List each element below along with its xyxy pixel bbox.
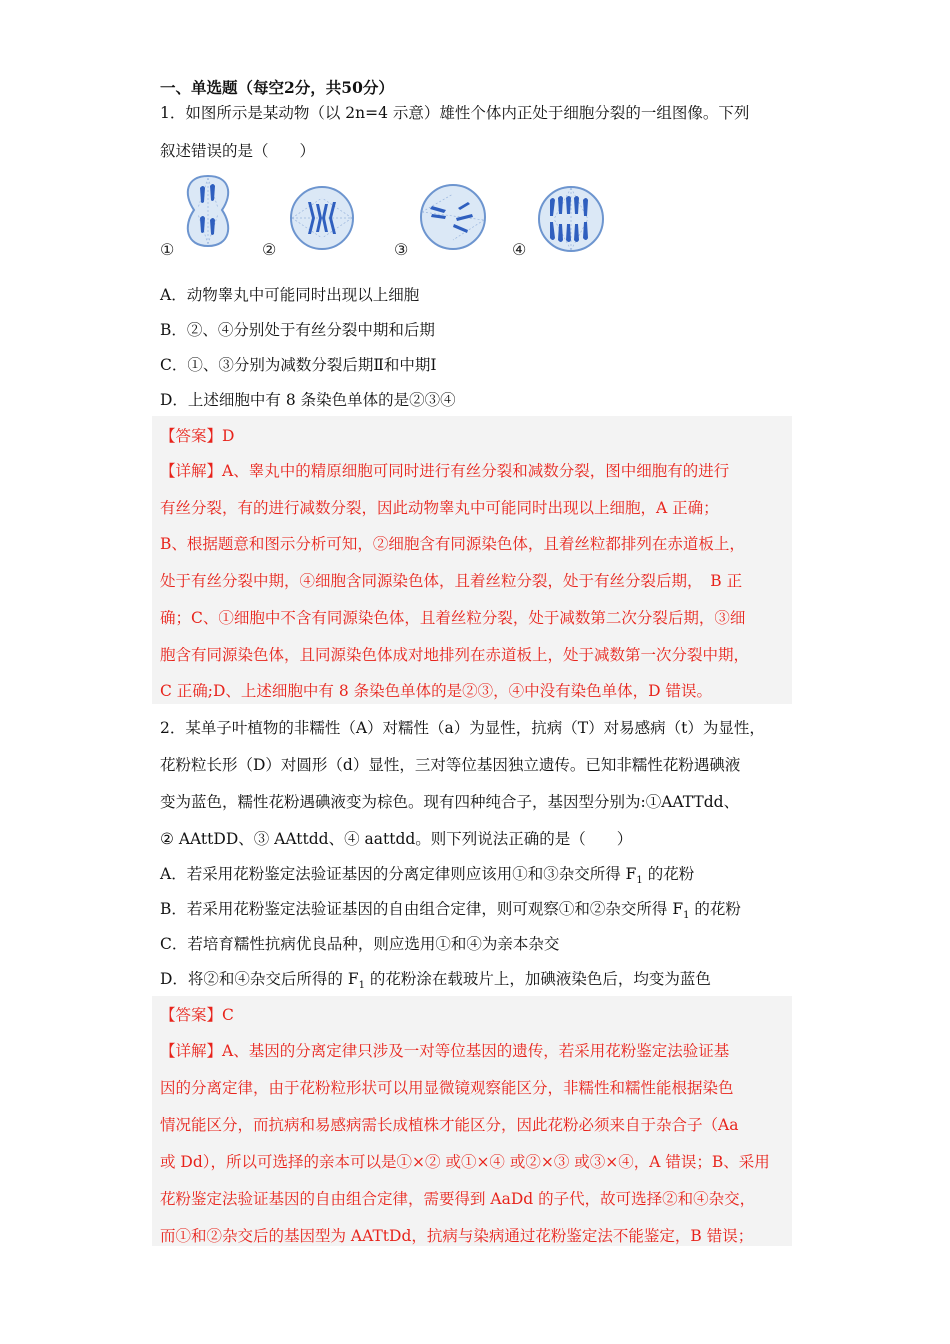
q2-option-d: D．将②和④杂交后所得的 $F_1$ 的花粉涂在载玻片上，加碘液染色后，均变为蓝色 xyxy=(160,970,711,992)
q1-option-b: B．②、④分别处于有丝分裂中期和后期 xyxy=(160,321,435,339)
q2-detail-line: 或 Dd），所以可选择的亲本可以是①×② 或①×④ 或②×③ 或③×④，A 错误；B、采用 xyxy=(160,1153,770,1171)
q1-detail-line: 有丝分裂，有的进行减数分裂，因此动物睾丸中可能同时出现以上细胞，A 正确； xyxy=(160,499,719,517)
q2-stem-line: 花粉粒长形（D）对圆形（d）显性，三对等位基因独立遗传。已知非糯性花粉遇碘液 xyxy=(160,756,741,774)
q1-detail-line: C 正确;D、上述细胞中有 8 条染色单体的是②③，④中没有染色单体，D 错误。 xyxy=(160,682,713,700)
q1-option-d: D．上述细胞中有 8 条染色单体的是②③④ xyxy=(160,391,456,409)
q2-answer: 【答案】C xyxy=(160,1006,234,1024)
cell-3-label: ③ xyxy=(394,240,409,259)
cell-4-image xyxy=(536,184,606,254)
cell-2-image xyxy=(288,184,356,252)
q2-stem-line: ② AAttDD、③ AAttdd、④ aattdd。则下列说法正确的是（ ） xyxy=(160,830,633,848)
q2-detail-line: 情况能区分，而抗病和易感病需长成植株才能区分，因此花粉必须来自于杂合子（Aa xyxy=(160,1116,739,1134)
q2-option-a: A．若采用花粉鉴定法验证基因的分离定律则应该用①和③杂交所得 $F_1$ 的花粉 xyxy=(160,865,695,887)
q2-detail-line: 花粉鉴定法验证基因的自由组合定律，需要得到 AaDd 的子代，故可选择②和④杂交， xyxy=(160,1190,756,1208)
q2-detail-line: 因的分离定律，由于花粉粒形状可以用显微镜观察能区分，非糯性和糯性能根据染色 xyxy=(160,1079,734,1097)
q1-detail-line: 确；C、①细胞中不含有同源染色体，且着丝粒分裂，处于减数第二次分裂后期，③细 xyxy=(160,609,746,627)
q1-detail-line: 处于有丝分裂中期，④细胞含同源染色体，且着丝粒分裂，处于有丝分裂后期， B 正 xyxy=(160,572,743,590)
cell-2-label: ② xyxy=(262,240,277,259)
q2-option-c: C．若培育糯性抗病优良品种，则应选用①和④为亲本杂交 xyxy=(160,935,560,953)
q2-stem-line: 2．某单子叶植物的非糯性（A）对糯性（a）为显性，抗病（T）对易感病（t）为显性， xyxy=(160,719,765,737)
q2-detail-line: 【详解】A、基因的分离定律只涉及一对等位基因的遗传，若采用花粉鉴定法验证基 xyxy=(160,1042,730,1060)
q2-option-b: B．若采用花粉鉴定法验证基因的自由组合定律，则可观察①和②杂交所得 $F_1$ 的花粉 xyxy=(160,900,741,922)
cell-1-image xyxy=(178,172,238,250)
q1-stem-line2: 叙述错误的是（ ） xyxy=(160,142,316,160)
q1-detail-line: 胞含有同源染色体，且同源染色体成对地排列在赤道板上，处于减数第一次分裂中期， xyxy=(160,646,750,664)
q1-detail-line: 【详解】A、睾丸中的精原细胞可同时进行有丝分裂和减数分裂，图中细胞有的进行 xyxy=(160,462,730,480)
section-title: 一、单选题（每空2分，共50分） xyxy=(160,78,394,97)
q1-answer: 【答案】D xyxy=(160,427,235,445)
cell-3-image xyxy=(418,182,488,252)
cell-4-label: ④ xyxy=(512,240,527,259)
cell-division-figure xyxy=(150,172,630,267)
q1-stem-line1: 1．如图所示是某动物（以 2n=4 示意）雄性个体内正处于细胞分裂的一组图像。下列 xyxy=(160,104,750,122)
q1-option-a: A．动物睾丸中可能同时出现以上细胞 xyxy=(160,286,420,304)
q2-stem-line: 变为蓝色，糯性花粉遇碘液变为棕色。现有四种纯合子，基因型分别为:①AATTdd、 xyxy=(160,793,740,811)
q2-detail-line: 而①和②杂交后的基因型为 AATtDd，抗病与染病通过花粉鉴定法不能鉴定，B 错误； xyxy=(160,1227,754,1245)
cell-1-label: ① xyxy=(160,240,175,259)
q1-option-c: C．①、③分别为减数分裂后期Ⅱ和中期Ⅰ xyxy=(160,356,437,374)
q1-detail-line: B、根据题意和图示分析可知，②细胞含有同源染色体，且着丝粒都排列在赤道板上， xyxy=(160,535,745,553)
